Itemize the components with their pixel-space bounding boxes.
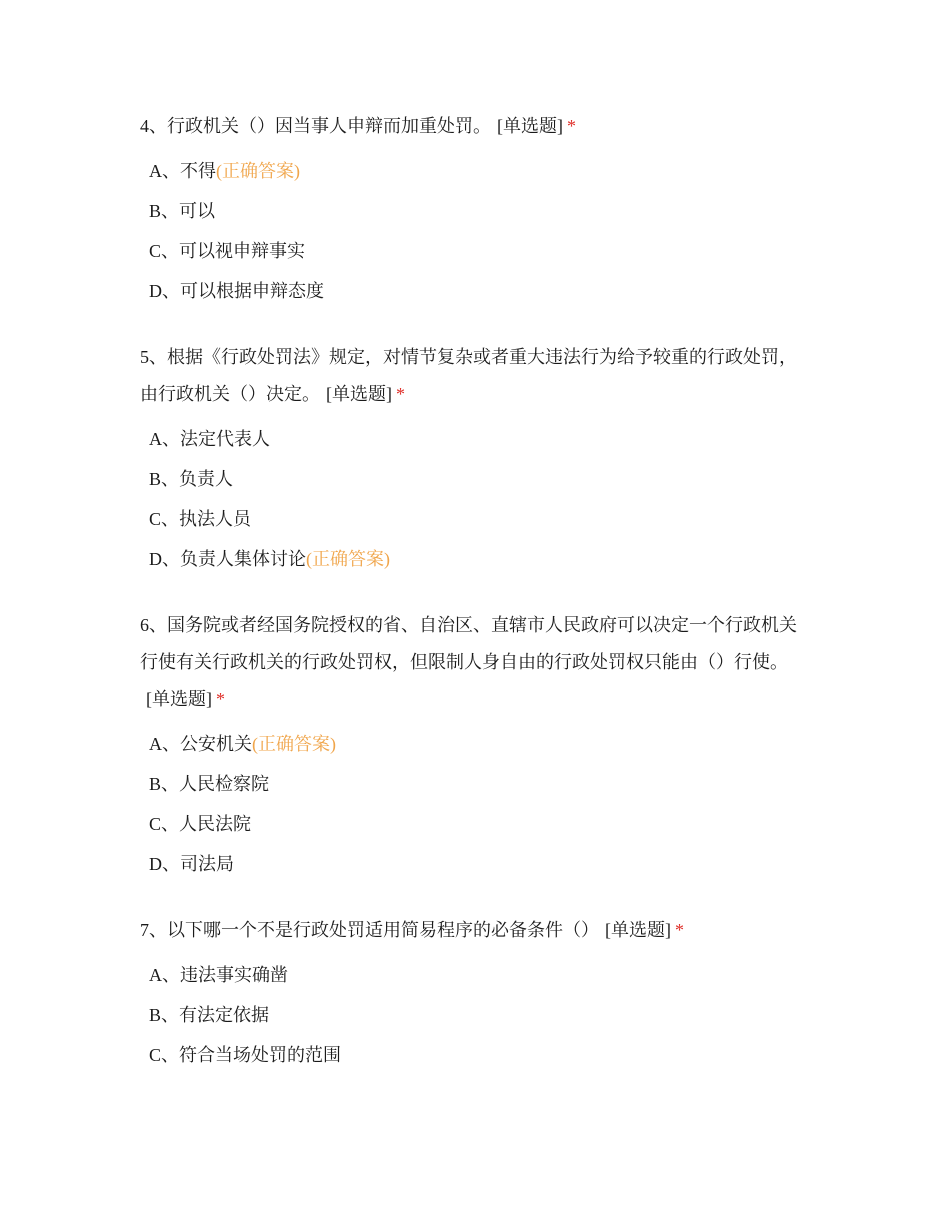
- option-text: A、不得: [149, 161, 216, 181]
- option-b: [149, 191, 810, 231]
- question-title: [140, 607, 810, 718]
- required-mark: *: [567, 116, 576, 136]
- question-type: [单选题]: [146, 689, 212, 709]
- question-type: [单选题]: [497, 116, 563, 136]
- option-text: B、可以: [149, 201, 216, 221]
- option-text: D、司法局: [149, 854, 234, 874]
- option-text: D、可以根据申辩态度: [149, 281, 324, 301]
- option-c: [149, 231, 810, 271]
- correct-answer-mark: (正确答案): [216, 161, 300, 181]
- option-text: A、法定代表人: [149, 429, 270, 449]
- option-text: C、可以视申辩事实: [149, 241, 306, 261]
- option-list: [140, 955, 810, 1075]
- question-title: [140, 108, 810, 145]
- option-text: C、符合当场处罚的范围: [149, 1045, 342, 1065]
- option-text: A、违法事实确凿: [149, 965, 288, 985]
- option-b: [149, 459, 810, 499]
- option-text: B、负责人: [149, 469, 234, 489]
- option-b: [149, 995, 810, 1035]
- question-text: 5、根据《行政处罚法》规定，对情节复杂或者重大违法行为给予较重的行政处罚，由行政机关（）决定。: [140, 347, 797, 404]
- option-a: [149, 151, 810, 191]
- option-list: [140, 151, 810, 311]
- option-a: [149, 419, 810, 459]
- option-c: [149, 804, 810, 844]
- question-type: [单选题]: [326, 384, 392, 404]
- correct-answer-mark: (正确答案): [306, 549, 390, 569]
- question-5: [140, 339, 810, 579]
- option-text: C、人民法院: [149, 814, 252, 834]
- required-mark: *: [675, 920, 684, 940]
- question-4: [140, 108, 810, 311]
- question-type: [单选题]: [605, 920, 671, 940]
- question-text: 7、以下哪一个不是行政处罚适用简易程序的必备条件（）: [140, 920, 599, 940]
- option-list: [140, 724, 810, 884]
- question-text: 4、行政机关（）因当事人申辩而加重处罚。: [140, 116, 491, 136]
- option-b: [149, 764, 810, 804]
- option-text: C、执法人员: [149, 509, 252, 529]
- option-text: A、公安机关: [149, 734, 252, 754]
- option-a: [149, 724, 810, 764]
- question-title: [140, 339, 810, 413]
- question-title: [140, 912, 810, 949]
- option-d: [149, 271, 810, 311]
- question-6: [140, 607, 810, 884]
- correct-answer-mark: (正确答案): [252, 734, 336, 754]
- question-text: 6、国务院或者经国务院授权的省、自治区、直辖市人民政府可以决定一个行政机关行使有关行政机关的行政处罚权，但限制人身自由的行政处罚权只能由（）行使。: [140, 615, 797, 672]
- option-text: D、负责人集体讨论: [149, 549, 306, 569]
- required-mark: *: [396, 384, 405, 404]
- option-text: B、有法定依据: [149, 1005, 270, 1025]
- option-text: B、人民检察院: [149, 774, 270, 794]
- option-d: [149, 844, 810, 884]
- option-d: [149, 539, 810, 579]
- option-c: [149, 499, 810, 539]
- option-c: [149, 1035, 810, 1075]
- required-mark: *: [216, 689, 225, 709]
- option-a: [149, 955, 810, 995]
- question-7: [140, 912, 810, 1075]
- option-list: [140, 419, 810, 579]
